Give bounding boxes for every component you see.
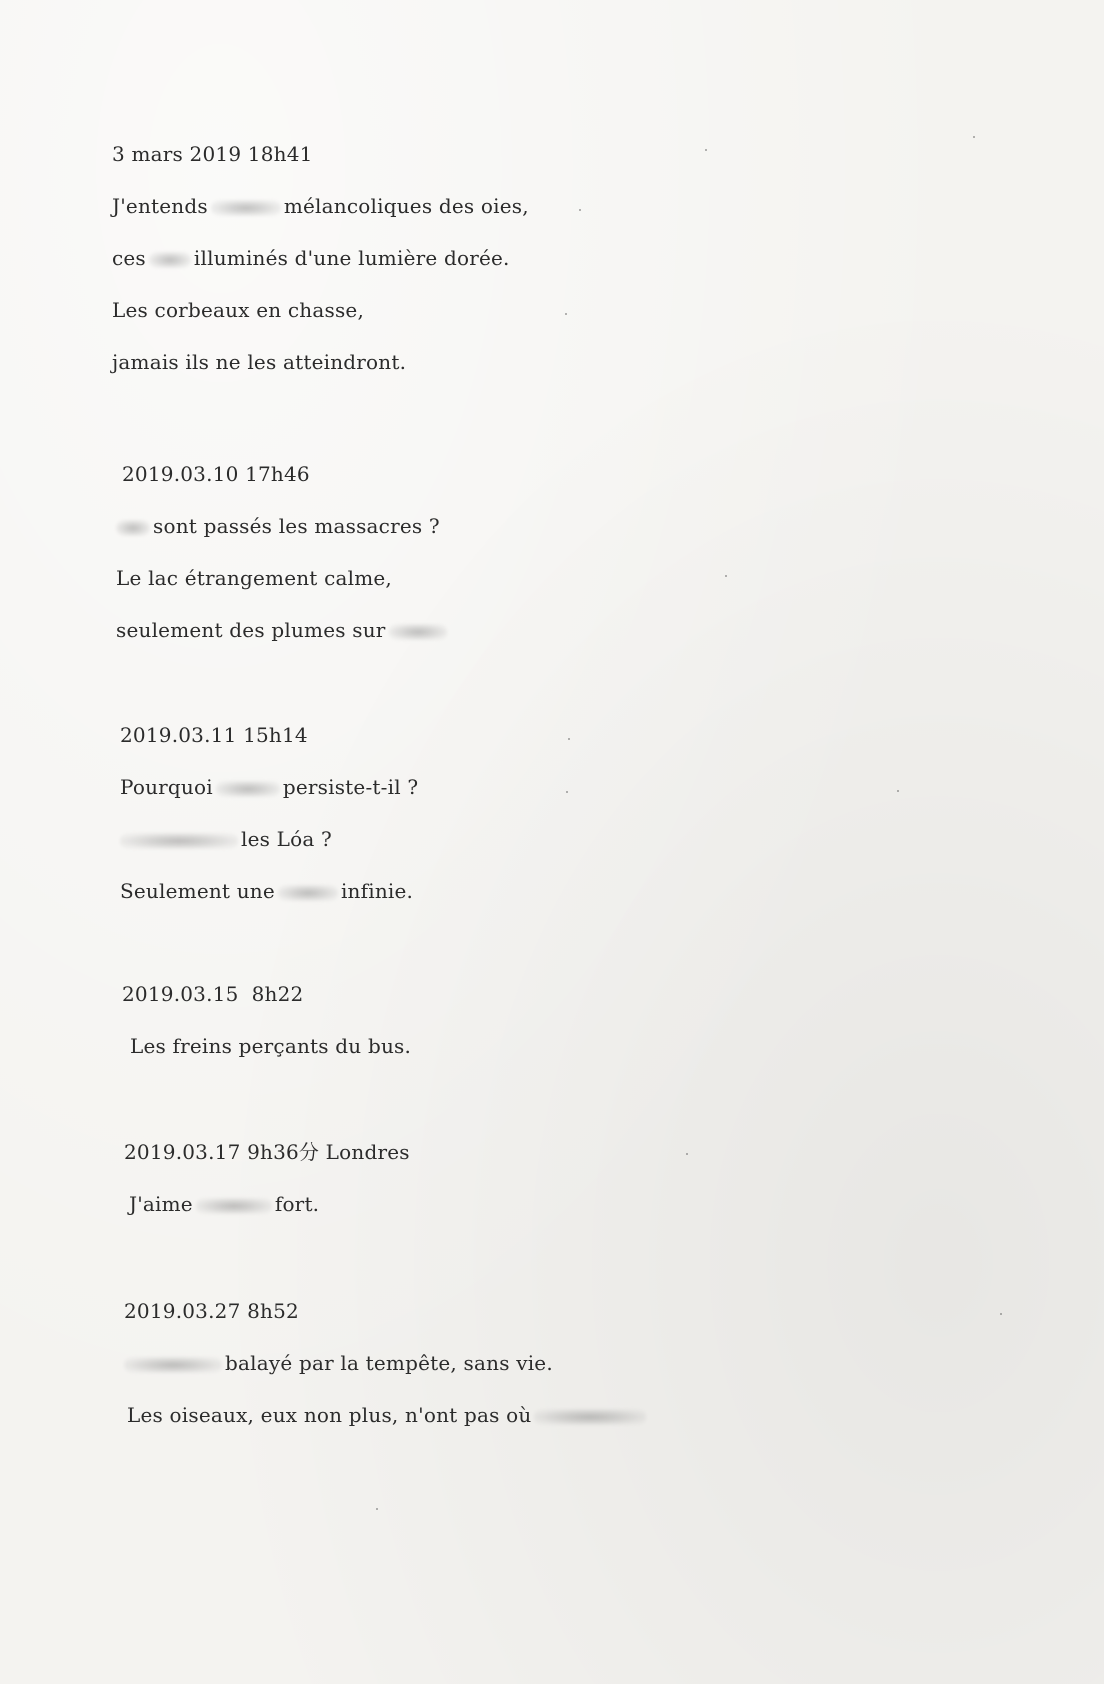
text-segment: balayé par la tempête, sans vie. — [225, 1351, 553, 1375]
entry-date: 2019.03.27 8h52 — [124, 1299, 299, 1323]
text-segment: les Lóa ? — [241, 827, 332, 851]
text-segment: Les freins perçants du bus. — [130, 1034, 412, 1058]
scan-speck — [566, 791, 568, 793]
entry-date: 2019.03.10 17h46 — [122, 462, 310, 486]
entry-line — [116, 618, 450, 642]
redacted-text — [278, 885, 338, 901]
text-segment: persiste-t-il ? — [282, 775, 419, 799]
scan-speck — [376, 1508, 378, 1510]
redacted-text — [389, 624, 447, 640]
scan-speck — [897, 790, 899, 792]
text-segment: Pourquoi — [120, 775, 213, 799]
text-segment: sont passés les massacres ? — [153, 514, 440, 538]
redacted-text — [216, 781, 280, 797]
entry-line — [112, 246, 510, 270]
text-segment: fort. — [274, 1192, 320, 1216]
scan-speck — [725, 575, 727, 577]
text-segment: Le lac étrangement calme, — [116, 566, 392, 590]
entry-line — [124, 1351, 553, 1375]
scan-speck — [579, 209, 581, 211]
entry-line — [127, 1403, 649, 1427]
entry-date: 2019.03.15 8h22 — [122, 982, 304, 1006]
entry-line — [120, 775, 418, 799]
text-segment: J'aime — [129, 1192, 193, 1216]
text-segment: ces — [112, 246, 146, 270]
redacted-text — [534, 1409, 646, 1425]
entry-line — [130, 1034, 411, 1058]
text-segment: jamais ils ne les atteindront. — [112, 350, 407, 374]
scan-speck — [686, 1153, 688, 1155]
redacted-text — [116, 520, 150, 536]
scan-speck — [705, 149, 707, 151]
redacted-text — [120, 833, 238, 849]
scan-speck — [565, 313, 567, 315]
redacted-text — [149, 252, 191, 268]
text-segment: infinie. — [340, 879, 414, 903]
entry-line — [120, 879, 413, 903]
redacted-text — [196, 1198, 272, 1214]
redacted-text — [211, 200, 281, 216]
scan-speck — [973, 136, 975, 138]
entry-line — [112, 350, 406, 374]
scan-speck — [568, 738, 570, 740]
scan-speck — [1000, 1313, 1002, 1315]
entry-line — [116, 514, 440, 538]
text-segment: J'entends — [112, 194, 208, 218]
text-segment: Les corbeaux en chasse, — [112, 298, 365, 322]
text-segment: seulement des plumes sur — [116, 618, 386, 642]
entry-line — [129, 1192, 319, 1216]
text-segment: Seulement une — [120, 879, 275, 903]
entry-line — [116, 566, 392, 590]
redacted-text — [124, 1357, 222, 1373]
text-segment: mélancoliques des oies, — [283, 194, 529, 218]
entry-date: 2019.03.11 15h14 — [120, 723, 308, 747]
entry-line — [120, 827, 332, 851]
entry-line — [112, 298, 364, 322]
entry-date: 2019.03.17 9h36分 Londres — [124, 1140, 410, 1164]
entry-line — [112, 194, 529, 218]
text-segment: Les oiseaux, eux non plus, n'ont pas où — [127, 1403, 532, 1427]
text-segment: illuminés d'une lumière dorée. — [193, 246, 510, 270]
entry-date: 3 mars 2019 18h41 — [112, 142, 313, 166]
